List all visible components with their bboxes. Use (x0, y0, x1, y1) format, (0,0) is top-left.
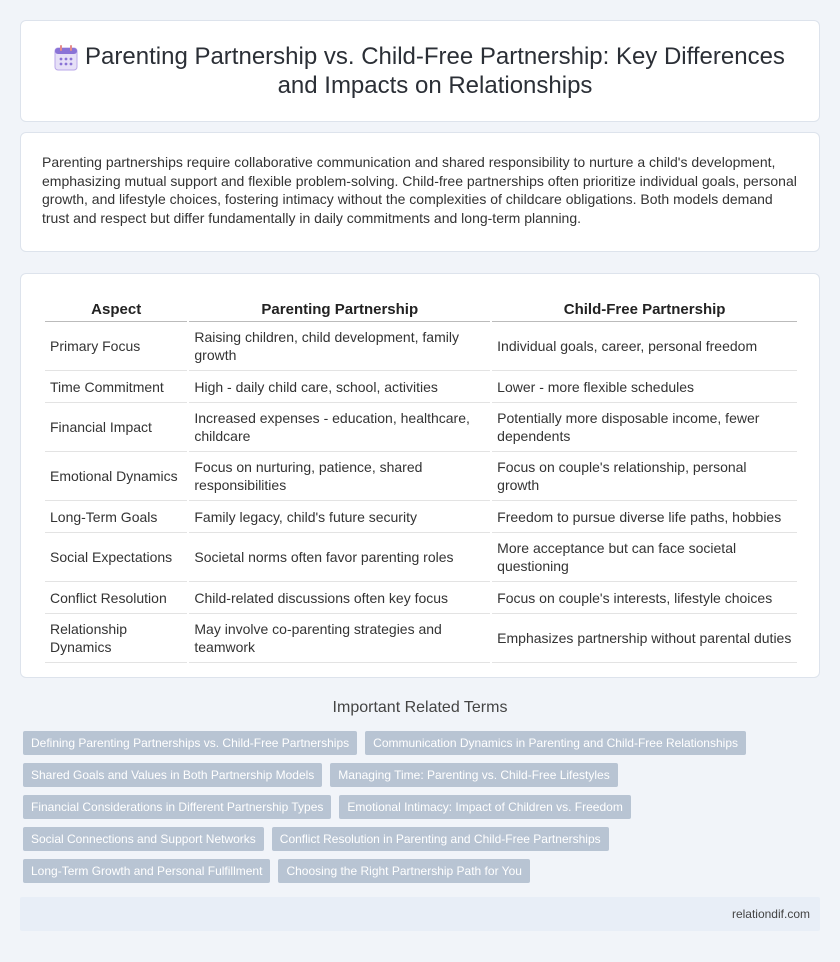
table-cell-aspect: Financial Impact (45, 403, 187, 452)
related-term-tag[interactable]: Social Connections and Support Networks (23, 827, 264, 851)
table-header-row (45, 298, 797, 322)
table-cell-child-free: Individual goals, career, personal freedom (492, 322, 797, 371)
table-cell-child-free: Freedom to pursue diverse life paths, hobbies (492, 501, 797, 533)
table-cell-aspect: Emotional Dynamics (45, 452, 187, 501)
table-header-child-free: Child-Free Partnership (492, 298, 797, 322)
header-card (20, 20, 820, 122)
table-row (45, 403, 797, 452)
table-row (45, 452, 797, 501)
related-terms-title: Important Related Terms (332, 699, 508, 716)
footer (20, 897, 820, 931)
table-cell-parenting: High - daily child care, school, activities (189, 371, 490, 403)
comparison-table-card (20, 273, 820, 678)
table-cell-child-free: Focus on couple's interests, lifestyle choices (492, 582, 797, 614)
table-cell-child-free: Focus on couple's relationship, personal growth (492, 452, 797, 501)
table-cell-aspect: Social Expectations (45, 533, 187, 582)
table-cell-aspect: Conflict Resolution (45, 582, 187, 614)
tag-row (23, 827, 823, 851)
related-term-tag[interactable]: Emotional Intimacy: Impact of Children vs. Freedom (339, 795, 630, 819)
related-term-tag[interactable]: Financial Considerations in Different Partnership Types (23, 795, 331, 819)
table-cell-parenting: Increased expenses - education, healthcare, childcare (189, 403, 490, 452)
table-cell-aspect: Long-Term Goals (45, 501, 187, 533)
tag-row (23, 859, 823, 883)
table-cell-child-free: Emphasizes partnership without parental duties (492, 614, 797, 663)
table-cell-aspect: Relationship Dynamics (45, 614, 187, 663)
related-term-tag[interactable]: Long-Term Growth and Personal Fulfillment (23, 859, 270, 883)
related-term-tag[interactable]: Defining Parenting Partnerships vs. Child-Free Partnerships (23, 731, 357, 755)
tag-row (23, 763, 823, 787)
table-row (45, 371, 797, 403)
table-cell-parenting: Family legacy, child's future security (189, 501, 490, 533)
related-term-tag[interactable]: Managing Time: Parenting vs. Child-Free Lifestyles (330, 763, 617, 787)
intro-paragraph: Parenting partnerships require collaborative communication and shared responsibility to nurture a child's development, emphasizing mutual support and flexible problem-solving. Child-free partnerships often prioritize individual goals, personal growth, and lifestyle choices, fostering intimacy without the complexities of childcare obligations. Both models demand trust and respect but differ fundamentally in daily commitments and long-term planning. (42, 154, 797, 226)
table-cell-parenting: Societal norms often favor parenting roles (189, 533, 490, 582)
table-cell-aspect: Time Commitment (45, 371, 187, 403)
intro-card (20, 132, 820, 252)
page-title: Parenting Partnership vs. Child-Free Partnership: Key Differences and Impacts on Relationships (85, 43, 785, 99)
table-header-aspect: Aspect (45, 298, 187, 322)
table-cell-parenting: Raising children, child development, family growth (189, 322, 490, 371)
comparison-table (43, 298, 799, 663)
table-row (45, 501, 797, 533)
tag-row (23, 795, 823, 819)
table-row (45, 322, 797, 371)
tag-row (23, 731, 823, 755)
related-terms-list (23, 731, 823, 891)
table-cell-child-free: More acceptance but can face societal questioning (492, 533, 797, 582)
footer-site-link[interactable]: relationdif.com (731, 907, 810, 921)
table-cell-parenting: Child-related discussions often key focus (189, 582, 490, 614)
table-cell-parenting: May involve co-parenting strategies and teamwork (189, 614, 490, 663)
table-cell-parenting: Focus on nurturing, patience, shared responsibilities (189, 452, 490, 501)
related-term-tag[interactable]: Shared Goals and Values in Both Partnership Models (23, 763, 322, 787)
related-term-tag[interactable]: Communication Dynamics in Parenting and Child-Free Relationships (365, 731, 746, 755)
table-header-parenting: Parenting Partnership (189, 298, 490, 322)
related-term-tag[interactable]: Choosing the Right Partnership Path for You (278, 859, 530, 883)
table-row (45, 614, 797, 663)
table-row (45, 533, 797, 582)
table-row (45, 582, 797, 614)
related-term-tag[interactable]: Conflict Resolution in Parenting and Child-Free Partnerships (272, 827, 609, 851)
table-cell-aspect: Primary Focus (45, 322, 187, 371)
table-cell-child-free: Lower - more flexible schedules (492, 371, 797, 403)
table-cell-child-free: Potentially more disposable income, fewer dependents (492, 403, 797, 452)
